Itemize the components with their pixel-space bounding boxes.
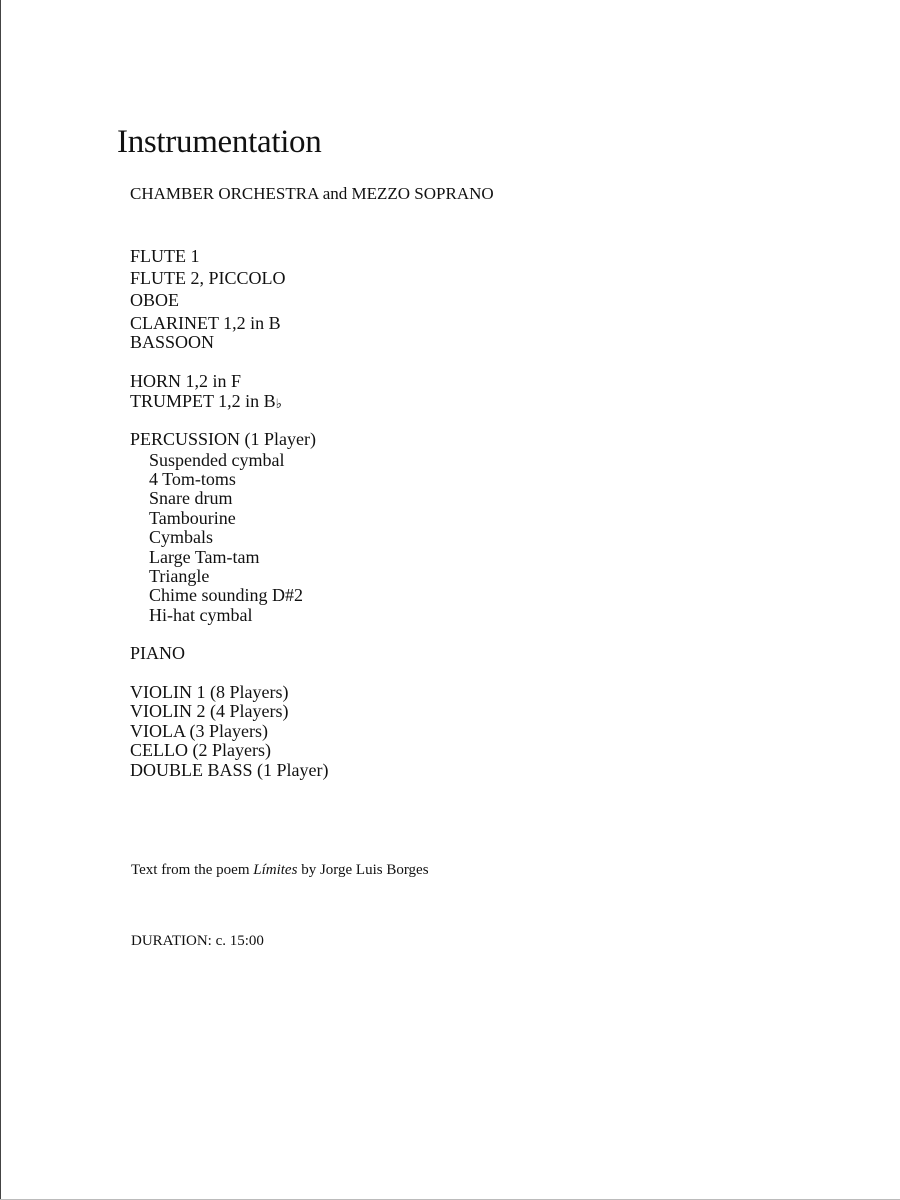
text-credit-suffix: by Jorge Luis Borges — [297, 862, 429, 878]
instrument-clarinet: CLARINET 1,2 in B — [130, 313, 281, 333]
poem-title: Límites — [253, 862, 298, 878]
text-credit — [131, 861, 429, 879]
percussion-item: Chime sounding D#2 — [149, 585, 304, 605]
percussion-item: 4 Tom-toms — [149, 469, 236, 489]
text-credit-prefix: Text from the poem — [131, 862, 254, 878]
percussion-item: Tambourine — [149, 508, 236, 528]
instrument-violin-1: VIOLIN 1 (8 Players) — [130, 682, 289, 702]
page-left-edge — [0, 0, 1, 1200]
flat-sign-icon: ♭ — [275, 397, 282, 412]
instrument-trumpet — [130, 391, 282, 414]
percussion-item: Suspended cymbal — [149, 450, 285, 470]
instrument-oboe: OBOE — [130, 290, 179, 310]
instrument-double-bass: DOUBLE BASS (1 Player) — [130, 760, 329, 780]
duration: DURATION: c. 15:00 — [131, 933, 264, 949]
percussion-item: Snare drum — [149, 488, 233, 508]
page-title: Instrumentation — [117, 124, 322, 160]
ensemble-description: CHAMBER ORCHESTRA and MEZZO SOPRANO — [130, 184, 494, 203]
percussion-heading: PERCUSSION (1 Player) — [130, 429, 317, 449]
instrument-bassoon: BASSOON — [130, 332, 215, 352]
instrument-cello: CELLO (2 Players) — [130, 740, 271, 760]
instrument-flute-1: FLUTE 1 — [130, 246, 200, 266]
percussion-item: Hi-hat cymbal — [149, 605, 253, 625]
instrument-flute-2-piccolo: FLUTE 2, PICCOLO — [130, 268, 286, 288]
percussion-item: Large Tam-tam — [149, 547, 260, 567]
instrument-violin-2: VIOLIN 2 (4 Players) — [130, 701, 289, 721]
instrument-piano: PIANO — [130, 643, 186, 663]
instrument-horn: HORN 1,2 in F — [130, 371, 242, 391]
instrument-viola: VIOLA (3 Players) — [130, 721, 268, 741]
percussion-item: Cymbals — [149, 527, 214, 547]
percussion-item: Triangle — [149, 566, 210, 586]
trumpet-label: TRUMPET 1,2 in B — [130, 391, 276, 411]
